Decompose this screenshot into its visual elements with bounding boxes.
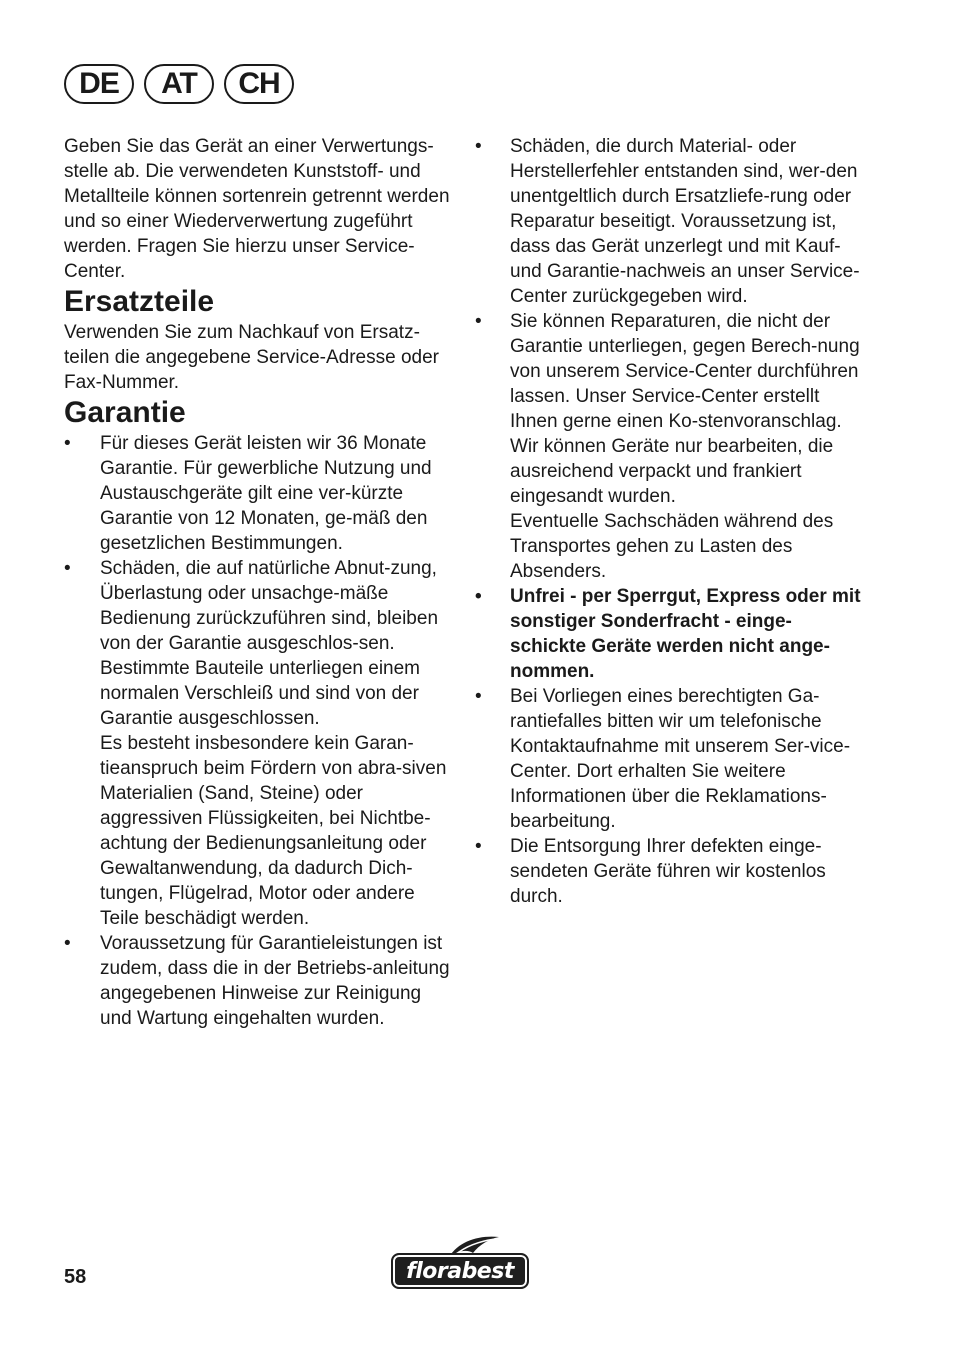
list-item-text: Die Entsorgung Ihrer defekten einge-sendeten Geräte führen wir kostenlos durch. [510, 836, 826, 907]
logo-wordmark: florabest [391, 1253, 529, 1289]
list-item-extra-text: Wir können Geräte nur bearbeiten, die ausreichend verpackt und frankiert eingesandt wurden. [510, 436, 834, 507]
list-item [474, 834, 864, 909]
garantie-list-right [474, 134, 864, 909]
right-column [474, 134, 864, 909]
country-badge-ch: CH [224, 64, 294, 104]
country-badge-at: AT [144, 64, 214, 104]
list-item-bold-notice [474, 584, 864, 684]
ersatzteile-paragraph: Verwenden Sie zum Nachkauf von Ersatz-teilen die angegebene Service-Adresse oder Fax-Nummer. [64, 322, 439, 393]
list-item-text: Für dieses Gerät leisten wir 36 Monate Garantie. Für gewerbliche Nutzung und Austauschgeräte gilt eine ver-kürzte Garantie von 12 Monaten, ge-mäß den gesetzlichen Bestimmungen. [100, 433, 432, 554]
list-item-text: Unfrei - per Sperrgut, Express oder mit sonstiger Sonderfracht - einge-schickte Geräte werden nicht ange-nommen. [510, 586, 861, 682]
country-badge-de: DE [64, 64, 134, 104]
left-column [64, 134, 454, 1031]
page-number: 58 [64, 1266, 87, 1288]
list-item-extra-text: Eventuelle Sachschäden während des Transportes gehen zu Lasten des Absenders. [510, 511, 834, 582]
list-item-text: Schäden, die durch Material- oder Herstellerfehler entstanden sind, wer-den unentgeltlich durch Ersatzliefe-rung oder Reparatur beseitigt. Voraussetzung ist, dass das Gerät unzerlegt und mit Kauf- und Garantie-nachweis an unser Service-Center zurückgegeben wird. [510, 136, 860, 307]
list-item-text: Bei Vorliegen eines berechtigten Ga-rantiefalles bitten wir um telefonische Kontaktaufnahme mit unserem Ser-vice-Center. Dort erhalten Sie weitere Informationen über die Reklamations-bearbeitung. [510, 686, 851, 832]
list-item [64, 931, 454, 1031]
list-item-text: Schäden, die auf natürliche Abnut-zung, Überlastung oder unsachge-mäße Bedienung zurückzuführen sind, bleiben von der Garantie ausgeschlos-sen. Bestimmte Bauteile unterliegen einem normalen Verschleiß und sind von der Garantie ausgeschlossen. [100, 558, 439, 729]
list-item [474, 684, 864, 834]
ersatzteile-heading: Ersatzteile [64, 285, 215, 318]
list-item-text: Sie können Reparaturen, die nicht der Garantie unterliegen, gegen Berech-nung von unserem Service-Center durchführen lassen. Unser Service-Center erstellt Ihnen gerne einen Ko-stenvoranschlag. [510, 311, 860, 432]
garantie-heading: Garantie [64, 396, 186, 429]
list-item [474, 309, 864, 584]
list-item [64, 431, 454, 556]
garantie-list-left [64, 431, 454, 1031]
disposal-paragraph: Geben Sie das Gerät an einer Verwertungs-stelle ab. Die verwendeten Kunststoff- und Metallteile können sortenrein getrennt werden und so einer Wiederverwertung zugeführt werden. Fragen Sie hierzu unser Service-Center. [64, 136, 450, 282]
country-badges [64, 64, 294, 104]
florabest-logo [391, 1235, 531, 1291]
list-item [474, 134, 864, 309]
list-item [64, 556, 454, 931]
list-item-extra-text: Es besteht insbesondere kein Garan-tieanspruch beim Fördern von abra-siven Materialien (Sand, Steine) oder aggressiven Flüssigkeiten, bei Nichtbe-achtung der Bedienungsanleitung oder Gewaltanwendung, da dadurch Dich-tungen, Flügelrad, Motor oder andere Teile beschädigt werden. [100, 733, 447, 929]
list-item-text: Voraussetzung für Garantieleistungen ist zudem, dass die in der Betriebs-anleitung angegebenen Hinweise zur Reinigung und Wartung eingehalten wurden. [100, 933, 450, 1029]
